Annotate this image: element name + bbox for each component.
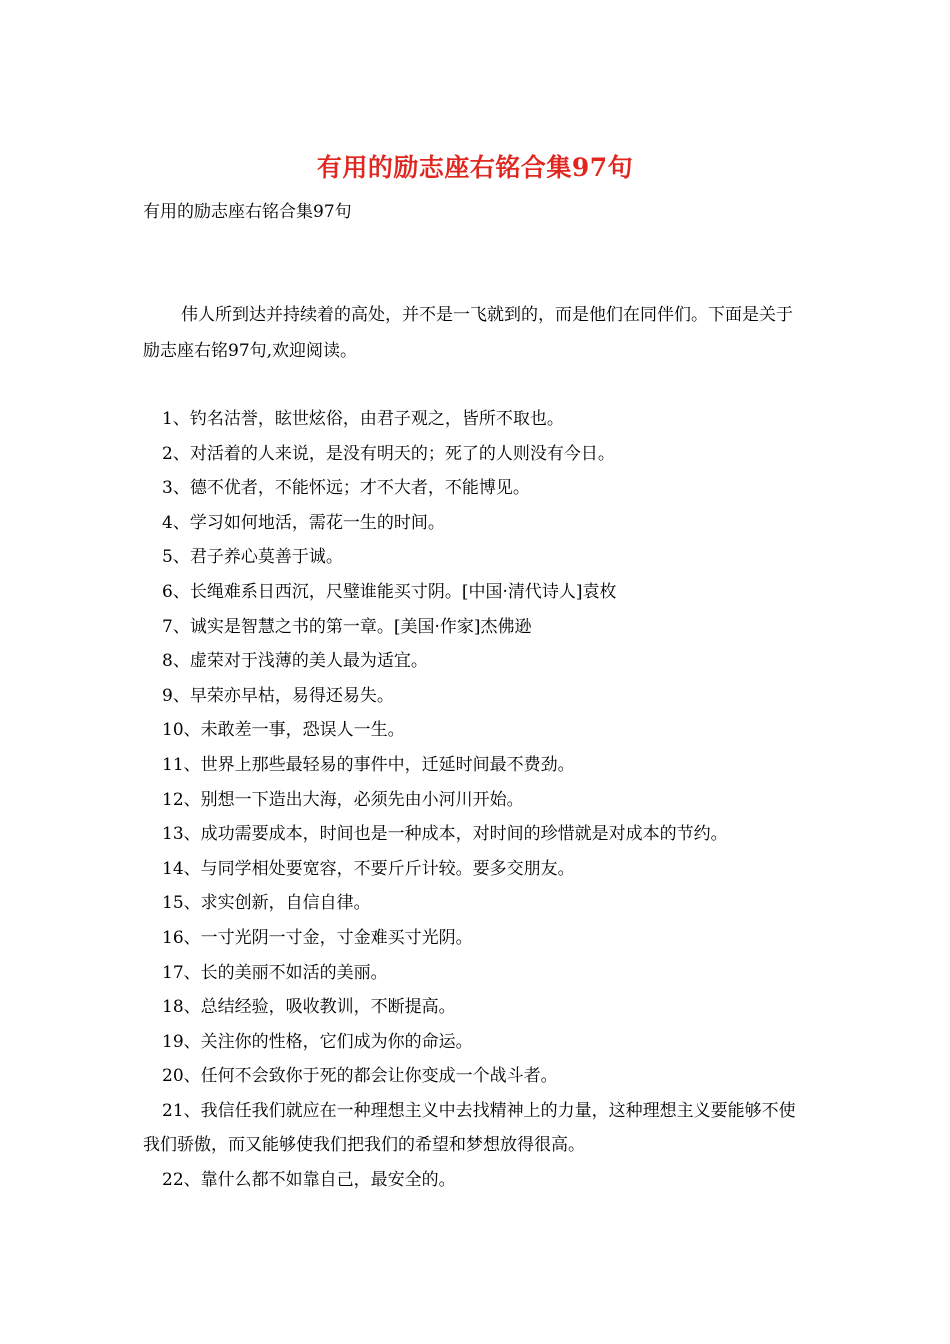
quote-item: 3、德不优者，不能怀远；才不大者，不能博见。 <box>162 478 530 499</box>
quote-item: 1、钓名沽誉，眩世炫俗，由君子观之，皆所不取也。 <box>162 409 564 429</box>
quote-item: 4、学习如何地活，需花一生的时间。 <box>162 512 445 533</box>
quote-item: 22、靠什么都不如靠自己，最安全的。 <box>162 1170 456 1191</box>
quote-item: 14、与同学相处要宽容，不要斤斤计较。要多交朋友。 <box>162 858 575 879</box>
intro-paragraph: 伟人所到达并持续着的高处，并不是一飞就到的，而是他们在同伴们。下面是关于励志座右铭97句,欢迎阅读。 <box>143 305 793 361</box>
quote-item: 9、早荣亦早枯，易得还易失。 <box>162 685 394 706</box>
quote-item: 8、虚荣对于浅薄的美人最为适宜。 <box>162 651 428 672</box>
quote-item: 21、我信任我们就应在一种理想主义中去找精神上的力量，这种理想主义要能够不使我们骄傲，而又能够使我们把我们的希望和梦想放得很高。 <box>143 1100 796 1156</box>
quote-item: 18、总结经验，吸收教训，不断提高。 <box>162 997 456 1018</box>
quote-item: 16、一寸光阴一寸金，寸金难买寸光阴。 <box>162 927 473 948</box>
quote-item: 17、长的美丽不如活的美丽。 <box>162 962 388 983</box>
quote-item: 7、诚实是智慧之书的第一章。[美国·作家]杰佛逊 <box>162 616 532 637</box>
quote-item: 15、求实创新，自信自律。 <box>162 893 371 914</box>
quote-item: 19、关注你的性格，它们成为你的命运。 <box>162 1031 473 1052</box>
quote-item: 13、成功需要成本，时间也是一种成本，对时间的珍惜就是对成本的节约。 <box>162 824 728 845</box>
quote-list <box>143 402 805 1198</box>
quote-item: 6、长绳难系日西沉，尺璧谁能买寸阴。[中国·清代诗人]袁枚 <box>162 581 617 602</box>
document-subtitle: 有用的励志座右铭合集97句 <box>143 202 352 222</box>
quote-item: 20、任何不会致你于死的都会让你变成一个战斗者。 <box>162 1066 558 1087</box>
document-title: 有用的励志座右铭合集97句 <box>316 153 634 182</box>
quote-item: 5、君子养心莫善于诚。 <box>162 547 343 568</box>
quote-item: 10、未敢差一事，恐误人一生。 <box>162 720 405 741</box>
quote-item: 12、别想一下造出大海，必须先由小河川开始。 <box>162 789 524 810</box>
quote-item: 11、世界上那些最轻易的事件中，迁延时间最不费劲。 <box>162 754 575 775</box>
quote-item: 2、对活着的人来说，是没有明天的；死了的人则没有今日。 <box>162 443 615 464</box>
